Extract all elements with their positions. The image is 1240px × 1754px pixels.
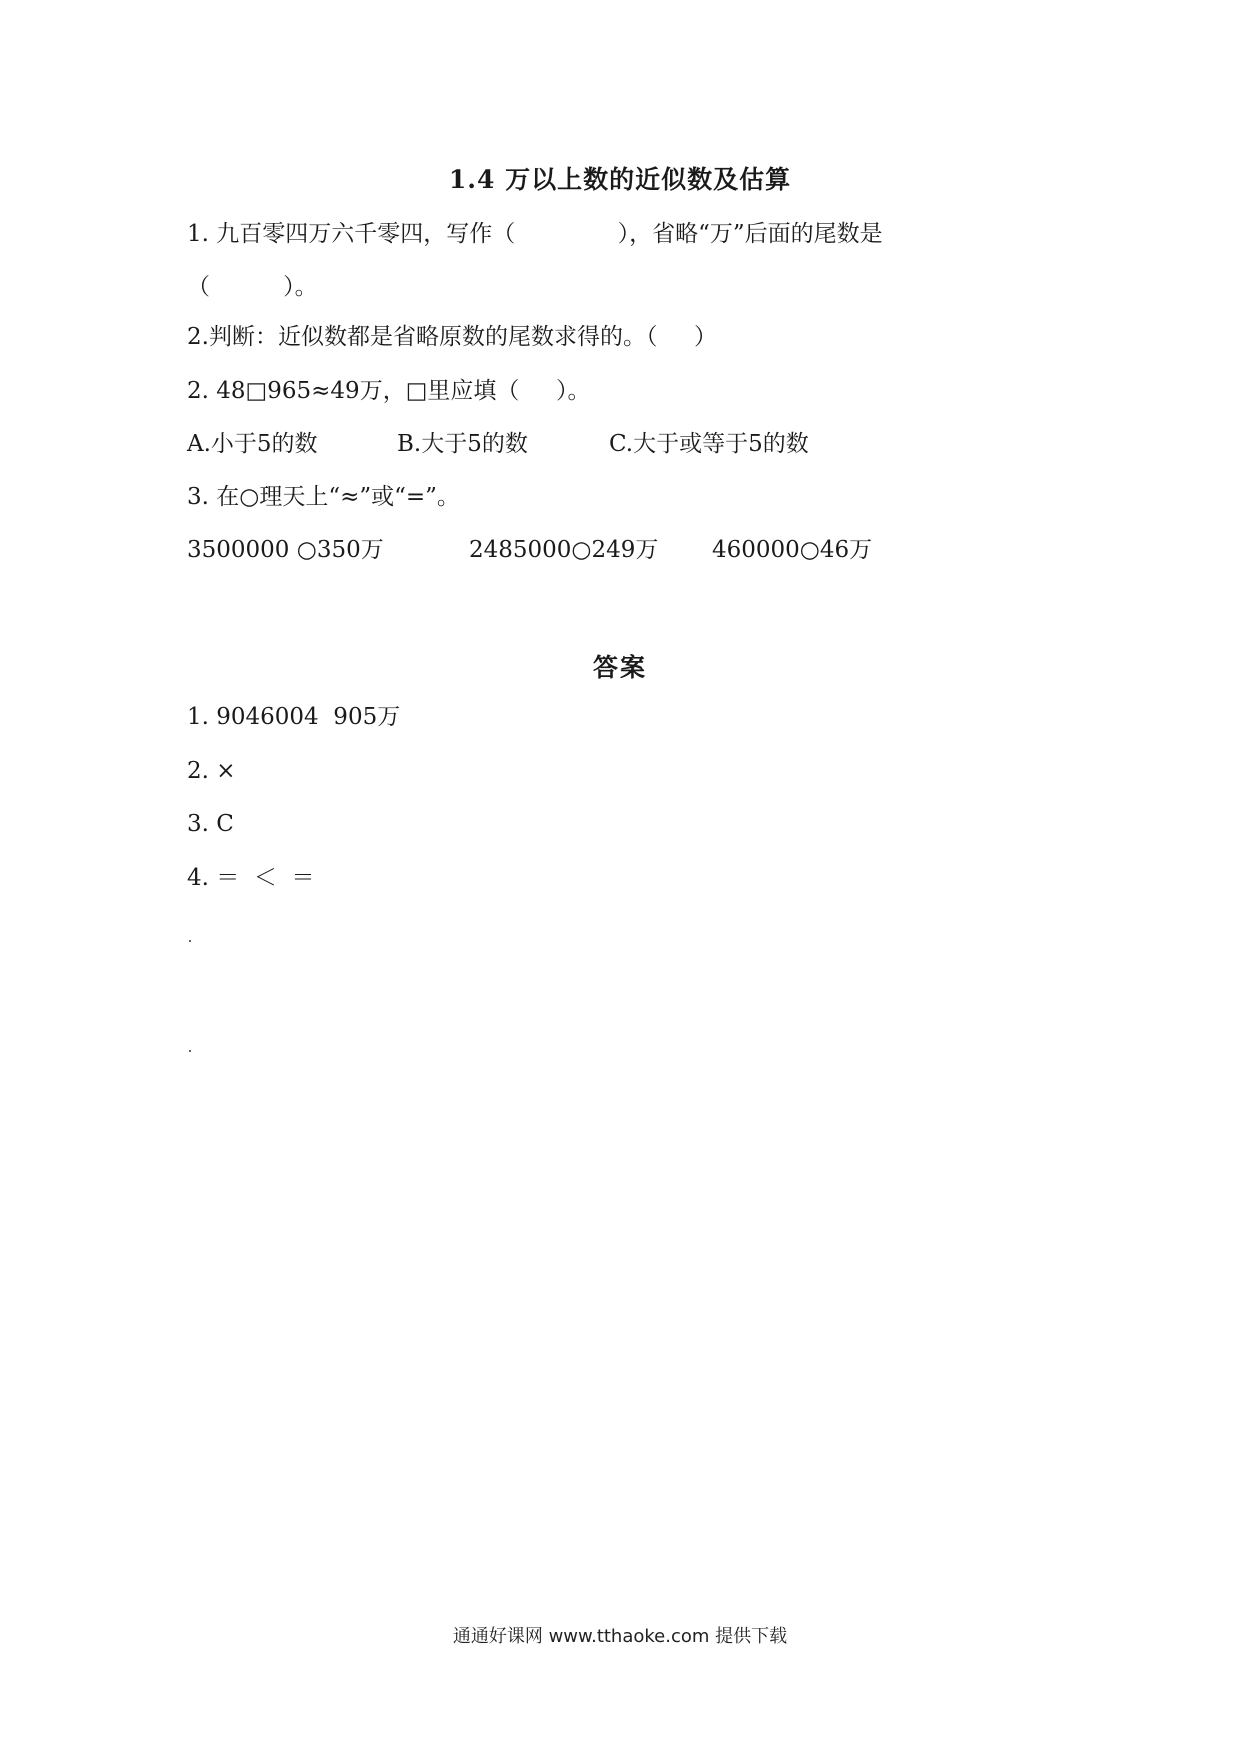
worksheet-title: 1.4 万以上数的近似数及估算: [448, 165, 792, 194]
judge-prompt: 2.判断：近似数都是省略原数的尾数求得的。（: [187, 324, 658, 350]
answer-blank: [657, 320, 694, 354]
choice-close-paren: ）。: [555, 378, 591, 404]
compare-item-3: 460000○46万: [712, 537, 873, 563]
blank-open-paren: （: [187, 274, 210, 300]
question-1-line-2: [187, 270, 318, 304]
answer-blank: [210, 270, 283, 304]
question-2-judge: [187, 320, 717, 354]
answer-4: 4. ＝ ＜ ＝: [187, 865, 315, 891]
option-b: B.大于5的数: [397, 431, 528, 457]
stray-mark: [189, 1050, 191, 1052]
answers-heading: 答案: [592, 653, 647, 682]
answer-blank: [519, 374, 556, 408]
option-a: A.小于5的数: [187, 431, 318, 457]
answer-3: 3. C: [187, 811, 234, 837]
option-c: C.大于或等于5的数: [609, 431, 809, 457]
footer-text: 通通好课网 www.tthaoke.com 提供下载: [452, 1626, 788, 1647]
choice-prompt: 2. 48□965≈49万，□里应填（: [187, 378, 520, 404]
answer-blank: [515, 217, 617, 251]
question-2-choice: [187, 374, 590, 408]
question-1-prefix: 1. 九百零四万六千零四，写作（: [187, 221, 516, 247]
answer-1: 1. 9046004 905万: [187, 704, 401, 730]
question-1-line-1: [187, 217, 883, 251]
blank-close-paren: ）。: [283, 274, 318, 300]
compare-item-1: 3500000 ○350万: [187, 537, 384, 563]
question-3-prompt: 3. 在○理天上“≈”或“=”。: [187, 484, 460, 510]
question-1-suffix: ），省略“万”后面的尾数是: [617, 221, 883, 247]
question-3-items: [187, 533, 872, 567]
choice-options: [187, 427, 809, 461]
judge-close-paren: ）: [694, 324, 718, 350]
stray-mark: [189, 940, 191, 942]
compare-item-2: 2485000○249万: [469, 537, 659, 563]
answer-2: 2. ×: [187, 758, 236, 784]
